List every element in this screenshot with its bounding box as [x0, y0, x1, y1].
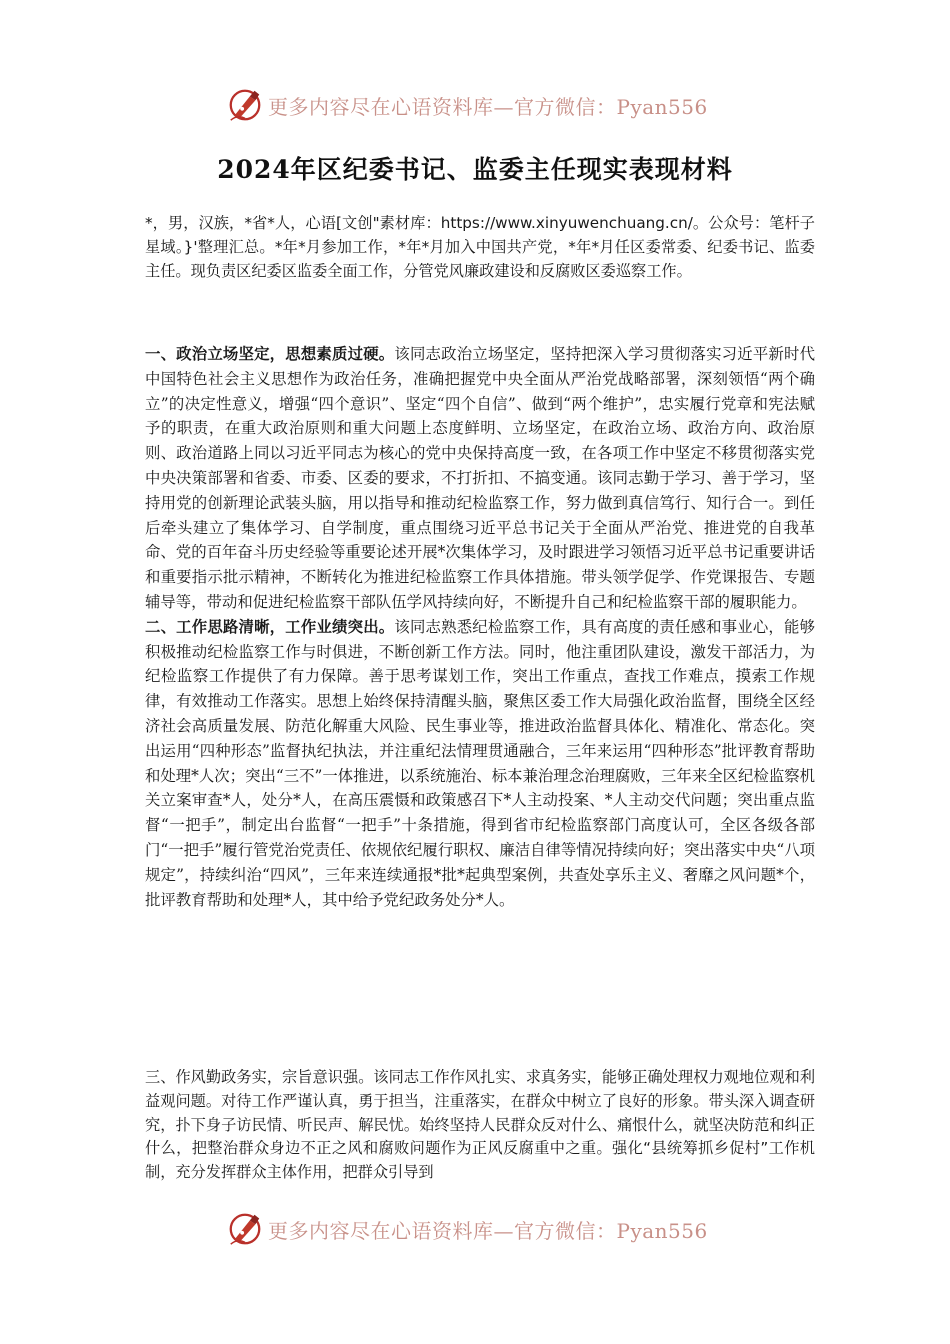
intro-paragraph: [145, 212, 815, 283]
section-1-heading: 一、政治立场坚定，思想素质过硬。: [145, 345, 395, 363]
section-1-text: 该同志政治立场坚定，坚持把深入学习贯彻落实习近平新时代中国特色社会主义思想作为政治任务，准确把握党中央全面从严治党战略部署，深刻领悟“两个确立”的决定性意义，增强“四个意识”、坚定“四个自信”、做到“两个维护”，忠实履行党章和宪法赋予的职责，在重大政治原则和重大问题上态度鲜明、立场坚定，在政治立场、政治方向、政治原则、政治道路上同以习近平同志为核心的党中央保持高度一致，在各项工作中坚定不移贯彻落实党中央决策部署和省委、市委、区委的要求，不打折扣、不搞变通。该同志勤于学习、善于学习，坚持用党的创新理论武装头脑，用以指导和推动纪检监察工作，努力做到真信笃行、知行合一。到任后牵头建立了集体学习、自学制度，重点围绕习近平总书记关于全面从严治党、推进党的自我革命、党的百年奋斗历史经验等重要论述开展*次集体学习，及时跟进学习领悟习近平总书记重要讲话和重要指示批示精神，不断转化为推进纪检监察工作具体措施。带头领学促学、作党课报告、专题辅导等，带动和促进纪检监察干部队伍学风持续向好，不断提升自己和纪检监察干部的履职能力。: [145, 345, 815, 611]
footer-banner: [0, 1206, 950, 1252]
section-2-text: 该同志熟悉纪检监察工作，具有高度的责任感和事业心，能够积极推动纪检监察工作与时俱进，不断创新工作方法。同时，他注重团队建设，激发干部活力，为纪检监察工作提供了有力保障。善于思考谋划工作，突出工作重点，查找工作难点，摸索工作规律，有效推动工作落实。思想上始终保持清醒头脑，聚焦区委工作大局强化政治监督，围绕全区经济社会高质量发展、防范化解重大风险、民生事业等，推进政治监督具体化、精准化、常态化。突出运用“四种形态”监督执纪执法，并注重纪法情理贯通融合，三年来运用“四种形态”批评教育帮助和处理*人次；突出“三不”一体推进，以系统施治、标本兼治理念治理腐败，三年来全区纪检监察机关立案审查*人，处分*人，在高压震慑和政策感召下*人主动投案、*人主动交代问题；突出重点监督“一把手”，制定出台监督“一把手”十条措施，得到省市纪检监察部门高度认可，全区各级各部门“一把手”履行管党治党责任、依规依纪履行职权、廉洁自律等情况持续向好；突出落实中央“八项规定”，持续纠治“四风”，三年来连续通报*批*起典型案例，共查处享乐主义、奢靡之风问题*个，批评教育帮助和处理*人，其中给予党纪政务处分*人。: [145, 617, 816, 909]
header-banner: [0, 82, 950, 128]
banner-text: 更多内容尽在心语资料库—官方微信：Pyan556: [268, 94, 708, 119]
section-3-block: [145, 1066, 815, 1185]
pen-nib-circle-icon: [226, 86, 264, 124]
section-3-text: 三、作风勤政务实，宗旨意识强。该同志工作作风扎实、求真务实，能够正确处理权力观地位观和利益观问题。对待工作严谨认真，勇于担当，注重落实，在群众中树立了良好的形象。带头深入调查研究，扑下身子访民情、听民声、解民忧。始终坚持人民群众反对什么、痛恨什么，就坚决防范和纠正什么，把整治群众身边不正之风和腐败问题作为正风反腐重中之重。强化“县统筹抓乡促村”工作机制，充分发挥群众主体作用，把群众引导到: [145, 1068, 815, 1182]
document-title: 2024年区纪委书记、监委主任现实表现材料: [217, 155, 733, 184]
body-sections: [145, 342, 815, 912]
pen-nib-circle-icon: [226, 1210, 264, 1248]
intro-text: *，男，汉族，*省*人，心语[文创"素材库：https://www.xinyuwenchuang.cn/。公众号：笔杆子星域。}'整理汇总。*年*月参加工作，*年*月加入中国共产党，*年*月任区委常委、纪委书记、监委主任。现负责区纪委区监委全面工作，分管党风廉政建设和反腐败区委巡察工作。: [145, 214, 815, 280]
section-1-paragraph: [145, 342, 815, 615]
section-2-heading: 二、工作思路清晰，工作业绩突出。: [145, 617, 395, 636]
section-2-paragraph: [145, 615, 815, 913]
banner-text: 更多内容尽在心语资料库—官方微信：Pyan556: [268, 1218, 708, 1243]
